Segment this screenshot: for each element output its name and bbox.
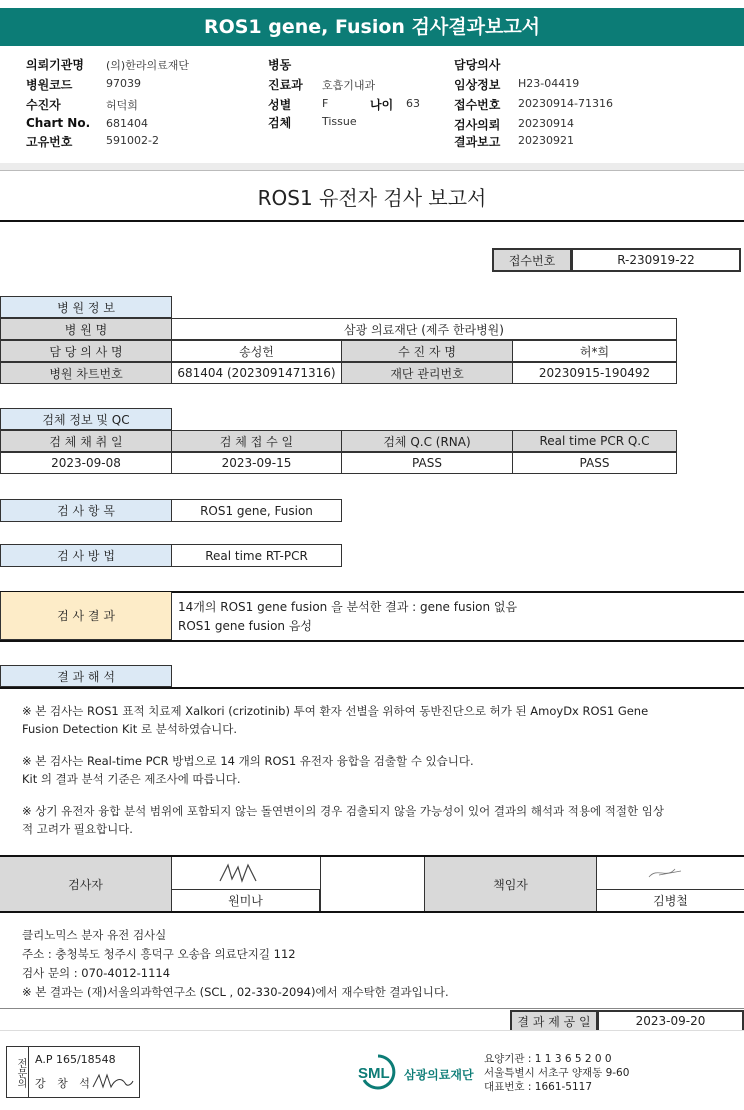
- stamp-id: A.P 165/18548: [35, 1053, 116, 1066]
- meta-value: 호흡기내과: [322, 79, 376, 92]
- doctor-value: 송성헌: [171, 340, 342, 362]
- patient-value: 허*희: [512, 340, 677, 362]
- result-text: [178, 598, 517, 636]
- mgmt-number-value: 20230915-190492: [512, 362, 677, 384]
- institution-line: 대표번호 : 1661-5117: [484, 1081, 593, 1093]
- meta-label: 의뢰기관명: [26, 58, 84, 72]
- test-item-value: ROS1 gene, Fusion: [171, 499, 342, 522]
- specimen-header: 검 체 채 취 일: [0, 430, 172, 452]
- lab-info-line: 주소 : 충청북도 청주시 흥덕구 오송읍 의료단지길 112: [22, 947, 296, 961]
- chart-number-value: 681404 (2023091471316): [171, 362, 342, 384]
- interpretation-line: ※ 본 검사는 ROS1 표적 치료제 Xalkori (crizotinib) 투여 환자 선별을 위하여 동반진단으로 허가 된 AmoyDx ROS1 Gene: [22, 704, 649, 718]
- result-line: 14개의 ROS1 gene fusion 을 분석한 결과 : gene fusion 없음: [178, 600, 518, 614]
- lab-info-line: ※ 본 결과는 (재)서울의과학연구소 (SCL , 02-330-2094)에서 재수탁한 결과입니다.: [22, 985, 449, 999]
- interpretation-label: 결 과 해 석: [0, 665, 172, 687]
- section-hospital-info: 병 원 정 보: [0, 296, 172, 318]
- meta-value: H23-04419: [518, 77, 580, 90]
- responsible-signature: [597, 857, 744, 889]
- divider: [0, 640, 744, 642]
- meta-value: 97039: [106, 77, 141, 90]
- pathologist-stamp: [6, 1046, 140, 1098]
- interpretation-line: Fusion Detection Kit 로 분석하였습니다.: [22, 722, 238, 736]
- institution-info: [484, 1052, 629, 1094]
- meta-value: 20230914: [518, 117, 574, 130]
- specimen-value: 2023-09-15: [171, 452, 342, 474]
- patient-label: 수 진 자 명: [341, 340, 513, 362]
- divider: [0, 1008, 744, 1009]
- specimen-header: Real time PCR Q.C: [512, 430, 677, 452]
- tester-name: 원미나: [172, 889, 320, 911]
- institution-line: 서울특별시 서초구 양재동 9-60: [484, 1067, 630, 1079]
- institution-line: 요양기관 : 1 1 3 6 5 2 0 0: [484, 1053, 612, 1065]
- interpretation-line: ※ 상기 유전자 융합 분석 범위에 포함되지 않는 돌연변이의 경우 검출되지 않을 가능성이 있어 결과의 해석과 적용에 적절한 임상: [22, 804, 664, 818]
- meta-value: 허덕희: [106, 99, 138, 112]
- receipt-value: R-230919-22: [571, 248, 741, 272]
- meta-label: 수진자: [26, 98, 61, 112]
- meta-value: 20230914-71316: [518, 97, 613, 110]
- lab-info-line: 클리노믹스 분자 유전 검사실: [22, 928, 167, 942]
- meta-label: 나이: [370, 98, 394, 112]
- divider: [320, 857, 321, 911]
- meta-label: 임상정보: [454, 78, 501, 92]
- interpretation-line: ※ 본 검사는 Real-time PCR 방법으로 14 개의 ROS1 유전자 융합을 검출할 수 있습니다.: [22, 754, 474, 768]
- meta-value: 681404: [106, 117, 148, 130]
- meta-label: Chart No.: [26, 116, 91, 130]
- meta-label: 검사의뢰: [454, 118, 501, 132]
- sml-logo: [356, 1052, 400, 1090]
- meta-label: 고유번호: [26, 135, 73, 149]
- specimen-value: PASS: [512, 452, 677, 474]
- responsible-name: 김병철: [597, 889, 744, 911]
- logo-text: SML: [358, 1065, 390, 1082]
- tester-label: 검사자: [0, 857, 172, 911]
- receipt-label: 접수번호: [492, 248, 572, 272]
- report-title: ROS1 유전자 검사 보고서: [257, 186, 487, 210]
- responsible-label: 책임자: [425, 857, 597, 911]
- specimen-header: 검 체 접 수 일: [171, 430, 342, 452]
- interpretation-line: 적 고려가 필요합니다.: [22, 822, 133, 836]
- meta-label: 병동: [268, 58, 292, 72]
- test-method-value: Real time RT-PCR: [171, 544, 342, 567]
- section-specimen-qc: 검체 정보 및 QC: [0, 408, 172, 430]
- meta-value: 20230921: [518, 134, 574, 147]
- tester-signature: [172, 857, 320, 889]
- hospital-name-value: 삼광 의료재단 (제주 한라병원): [171, 318, 677, 340]
- result-line: ROS1 gene fusion 음성: [178, 619, 313, 633]
- meta-label: 병원코드: [26, 78, 73, 92]
- meta-label: 성별: [268, 98, 292, 112]
- meta-value: F: [322, 97, 329, 110]
- meta-label: 검체: [268, 116, 292, 130]
- meta-value: (의)한라의료재단: [106, 59, 189, 72]
- meta-value: Tissue: [322, 115, 357, 128]
- lab-info: [22, 926, 449, 1002]
- hospital-name-label: 병 원 명: [0, 318, 172, 340]
- mgmt-number-label: 재단 관리번호: [341, 362, 513, 384]
- divider: [0, 687, 744, 689]
- report-header-title: ROS1 gene, Fusion 검사결과보고서: [0, 8, 744, 46]
- specimen-header: 검체 Q.C (RNA): [341, 430, 513, 452]
- interpretation-line: Kit 의 결과 분석 기준은 제조사에 따릅니다.: [22, 772, 241, 786]
- meta-value: 63: [406, 97, 420, 110]
- stamp-name: 강 창 석: [35, 1077, 94, 1090]
- meta-value: 591002-2: [106, 134, 159, 147]
- divider: [0, 911, 744, 913]
- result-date-label: 결 과 제 공 일: [510, 1010, 598, 1032]
- stamp-signature: [89, 1069, 135, 1093]
- specimen-value: 2023-09-08: [0, 452, 172, 474]
- meta-label: 진료과: [268, 78, 303, 92]
- specimen-value: PASS: [341, 452, 513, 474]
- result-date-value: 2023-09-20: [597, 1010, 744, 1032]
- result-label: 검 사 결 과: [0, 592, 172, 640]
- meta-label: 담당의사: [454, 58, 501, 72]
- lab-info-line: 검사 문의 : 070-4012-1114: [22, 966, 171, 980]
- org-name: 삼광의료재단: [404, 1068, 474, 1082]
- meta-label: 접수번호: [454, 98, 501, 112]
- divider: [0, 220, 744, 222]
- chart-number-label: 병원 차트번호: [0, 362, 172, 384]
- doctor-label: 담 당 의 사 명: [0, 340, 172, 362]
- meta-label: 결과보고: [454, 135, 501, 149]
- test-method-label: 검 사 방 법: [0, 544, 172, 567]
- interpretation-text: [22, 702, 722, 838]
- stamp-vertical-label: 전문의: [7, 1047, 29, 1097]
- test-item-label: 검 사 항 목: [0, 499, 172, 522]
